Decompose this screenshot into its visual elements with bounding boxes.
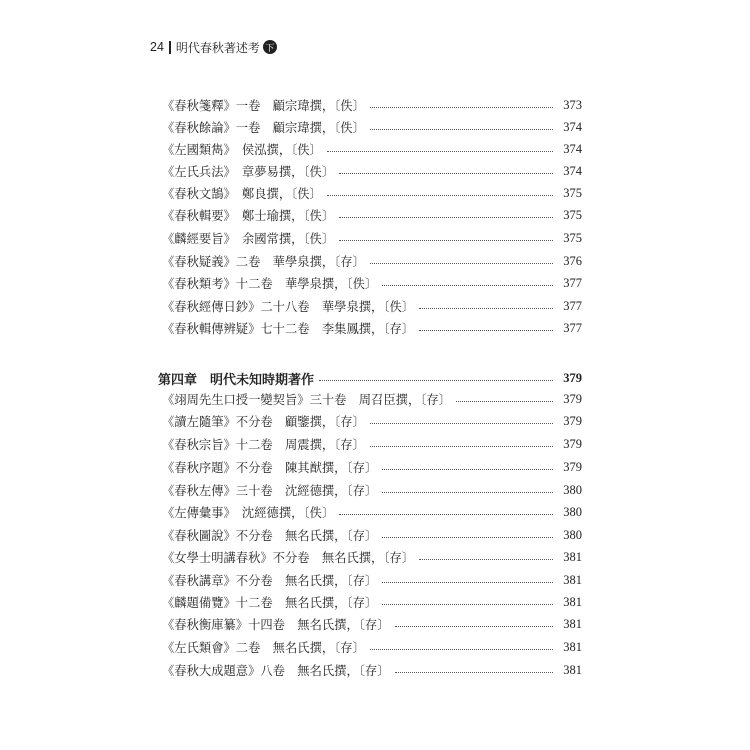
toc-entry-page: 377	[563, 320, 582, 335]
toc-entry[interactable]	[162, 547, 582, 567]
dot-leader	[382, 492, 553, 493]
toc-entry-title: 《春秋輯要》 鄭士瑜撰，〔佚〕	[162, 206, 336, 224]
toc-entry-title: 《讀左隨筆》不分卷 顧鑒撰，〔存〕	[162, 412, 367, 430]
toc-entry[interactable]	[162, 570, 582, 590]
dot-leader	[327, 195, 553, 196]
toc-entry-page: 380	[563, 504, 582, 519]
dot-leader	[395, 626, 554, 627]
toc-entry-title: 《麟經要旨》 余國常撰，〔佚〕	[162, 229, 336, 247]
toc-entry-title: 《春秋經傳日鈔》二十八卷 華學泉撰，〔佚〕	[162, 297, 416, 315]
dot-leader	[339, 514, 553, 515]
toc-entry[interactable]	[162, 637, 582, 657]
toc-entry[interactable]	[162, 614, 582, 634]
page-number: 24	[150, 40, 164, 54]
toc-entry-title: 《春秋衡庫纂》十四卷 無名氏撰，〔存〕	[162, 615, 392, 633]
toc-entry-page: 375	[563, 185, 582, 200]
toc-entry-page: 380	[563, 527, 582, 542]
dot-leader	[370, 263, 553, 264]
dot-leader	[419, 559, 553, 560]
toc-entry[interactable]	[162, 502, 582, 522]
toc-entry-page: 379	[563, 413, 582, 428]
toc-entry-title: 《春秋宗旨》十二卷 周震撰，〔存〕	[162, 435, 367, 453]
toc-entry-page: 381	[563, 594, 582, 609]
toc-entry-title: 《春秋圖說》不分卷 無名氏撰，〔存〕	[162, 526, 379, 544]
toc-entry-title: 《春秋輯傳辨疑》七十二卷 李集鳳撰，〔存〕	[162, 319, 416, 337]
dot-leader	[370, 129, 553, 130]
toc-entry-title: 《春秋大成題意》八卷 無名氏撰，〔存〕	[162, 661, 392, 679]
toc-entry-title: 《麟題備覽》十二卷 無名氏撰，〔存〕	[162, 593, 379, 611]
dot-leader	[370, 107, 553, 108]
toc-entry-title: 《左氏類會》二卷 無名氏撰，〔存〕	[162, 638, 367, 656]
toc-entry-page: 377	[563, 275, 582, 290]
toc-entry[interactable]	[162, 139, 582, 159]
toc-entry[interactable]	[162, 117, 582, 137]
toc-entry[interactable]	[162, 251, 582, 271]
toc-entry[interactable]	[162, 660, 582, 680]
toc-entry-page: 374	[563, 119, 582, 134]
toc-entry[interactable]	[162, 161, 582, 181]
dot-leader	[419, 330, 553, 331]
toc-entry[interactable]	[162, 183, 582, 203]
toc-entry-title: 《左傳彙事》 沈經德撰，〔佚〕	[162, 503, 336, 521]
dot-leader	[339, 240, 553, 241]
dot-leader	[370, 423, 553, 424]
chapter-heading[interactable]	[158, 368, 582, 388]
toc-entry-title: 《春秋序題》不分卷 陳其猷撰，〔存〕	[162, 458, 379, 476]
dot-leader	[319, 380, 553, 381]
toc-entry[interactable]	[162, 318, 582, 338]
header-divider	[169, 41, 171, 54]
toc-entry-title: 《女學士明講春秋》不分卷 無名氏撰，〔存〕	[162, 548, 416, 566]
toc-entry[interactable]	[162, 480, 582, 500]
toc-entry-title: 《春秋類考》十二卷 華學泉撰，〔佚〕	[162, 274, 379, 292]
dot-leader	[419, 308, 553, 309]
toc-entry-page: 380	[563, 482, 582, 497]
running-header	[150, 38, 277, 56]
dot-leader	[370, 446, 553, 447]
toc-entry-page: 379	[563, 459, 582, 474]
toc-entry[interactable]	[162, 296, 582, 316]
dot-leader	[456, 401, 553, 402]
toc-entry-page: 377	[563, 298, 582, 313]
chapter-page: 379	[563, 370, 582, 385]
dot-leader	[382, 582, 553, 583]
dot-leader	[339, 217, 553, 218]
toc-entry-page: 379	[563, 436, 582, 451]
toc-entry[interactable]	[162, 411, 582, 431]
toc-entry[interactable]	[162, 228, 582, 248]
toc-entry-title: 《春秋疑義》二卷 華學泉撰，〔存〕	[162, 252, 367, 270]
toc-entry-page: 381	[563, 639, 582, 654]
toc-entry-title: 《春秋講章》不分卷 無名氏撰，〔存〕	[162, 571, 379, 589]
toc-entry-title: 《左國類雋》 侯泓撰，〔佚〕	[162, 140, 324, 158]
dot-leader	[339, 173, 553, 174]
toc-entry-title: 《左氏兵法》 章夢易撰，〔佚〕	[162, 162, 336, 180]
dot-leader	[327, 151, 553, 152]
toc-entry-page: 375	[563, 207, 582, 222]
toc-entry[interactable]	[162, 592, 582, 612]
toc-entry-page: 381	[563, 616, 582, 631]
toc-entry[interactable]	[162, 457, 582, 477]
toc-entry-title: 《春秋文鵠》 鄭良撰，〔佚〕	[162, 184, 324, 202]
toc-entry-title: 《春秋箋釋》一卷 顧宗瑋撰，〔佚〕	[162, 96, 367, 114]
toc-entry-title: 《春秋餘論》一卷 顧宗瑋撰，〔佚〕	[162, 118, 367, 136]
book-title: 明代春秋著述考	[175, 40, 260, 55]
toc-entry-page: 373	[563, 97, 582, 112]
dot-leader	[382, 537, 553, 538]
toc-entry[interactable]	[162, 205, 582, 225]
toc-entry[interactable]	[162, 273, 582, 293]
toc-entry[interactable]	[162, 434, 582, 454]
dot-leader	[382, 285, 553, 286]
dot-leader	[382, 469, 553, 470]
dot-leader	[395, 672, 554, 673]
toc-entry-page: 376	[563, 253, 582, 268]
toc-entry-page: 381	[563, 662, 582, 677]
toc-entry-title: 《翊周先生口授一變契旨》三十卷 周召臣撰，〔存〕	[162, 390, 453, 408]
toc-entry-page: 379	[563, 391, 582, 406]
dot-leader	[382, 604, 553, 605]
toc-entry-page: 374	[563, 163, 582, 178]
toc-entry-page: 381	[563, 572, 582, 587]
toc-entry-page: 374	[563, 141, 582, 156]
toc-entry-page: 375	[563, 230, 582, 245]
chapter-title: 第四章 明代未知時期著作	[158, 369, 316, 388]
toc-entry[interactable]	[162, 95, 582, 115]
toc-entry-title: 《春秋左傳》三十卷 沈經德撰，〔存〕	[162, 481, 379, 499]
volume-badge: 下	[263, 40, 277, 54]
toc-entry[interactable]	[162, 389, 582, 409]
toc-entry-page: 381	[563, 549, 582, 564]
toc-entry[interactable]	[162, 525, 582, 545]
dot-leader	[370, 649, 553, 650]
